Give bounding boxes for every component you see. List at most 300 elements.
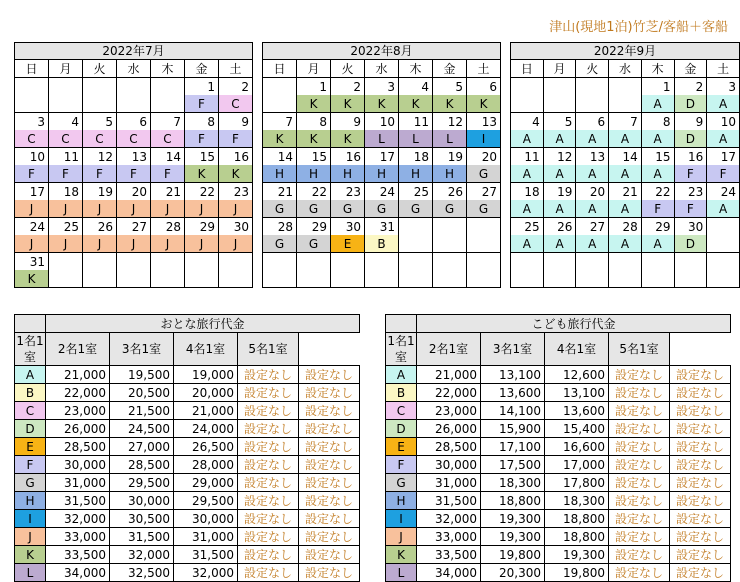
day-number [151,78,185,96]
day-number: 7 [151,113,185,131]
day-number: 20 [117,183,151,201]
day-number: 3 [707,78,740,96]
day-number: 22 [641,183,674,201]
page-title: 津山(現地1泊)竹芝/客船＋客船 [549,20,728,35]
day-number: 13 [117,148,151,166]
price-code-key: G [386,474,417,492]
day-number: 20 [576,183,609,201]
price-code: K [297,130,331,148]
day-number [219,253,253,271]
price-cell: 33,000 [417,528,481,546]
price-code: J [185,200,219,218]
day-number: 4 [399,78,433,96]
price-code-key: H [386,492,417,510]
price-cell: 設定なし [609,402,670,420]
day-number [185,253,219,271]
price-code: L [433,130,467,148]
price-code: K [185,165,219,183]
price-cell: 設定なし [238,384,299,402]
price-code [399,270,433,288]
price-code-key: D [15,420,46,438]
day-number [467,253,501,271]
day-number: 29 [641,218,674,236]
price-code [433,235,467,253]
price-cell: 設定なし [238,438,299,456]
day-number: 24 [707,183,740,201]
day-number [511,78,544,96]
table-row [15,456,360,474]
price-cell: 設定なし [609,366,670,384]
price-cell: 設定なし [299,564,360,582]
day-number: 6 [576,113,609,131]
column-header: 5名1室 [238,333,299,366]
price-code [219,270,253,288]
price-code [83,270,117,288]
table-row [15,510,360,528]
price-cell: 19,300 [481,510,545,528]
day-number [543,78,576,96]
price-cell: 設定なし [299,528,360,546]
day-number: 4 [511,113,544,131]
price-cell: 設定なし [609,546,670,564]
price-code: H [365,165,399,183]
day-number [576,253,609,271]
day-number: 27 [576,218,609,236]
price-cell: 22,000 [46,384,110,402]
price-cell: 31,000 [417,474,481,492]
day-number [15,78,49,96]
price-cell: 設定なし [670,474,731,492]
price-cell: 13,600 [545,402,609,420]
day-number [151,253,185,271]
price-cell: 32,500 [110,564,174,582]
price-cell: 21,000 [46,366,110,384]
price-code: J [49,200,83,218]
day-number: 10 [707,113,740,131]
weekday-header: 月 [49,60,83,78]
price-cell: 18,300 [481,474,545,492]
column-header: 3名1室 [110,333,174,366]
price-code: H [263,165,297,183]
day-number [117,78,151,96]
day-number [49,253,83,271]
day-number: 19 [433,148,467,166]
price-cell: 設定なし [238,474,299,492]
price-cell: 設定なし [670,564,731,582]
price-code: F [219,130,253,148]
price-cell: 設定なし [609,510,670,528]
weekday-header: 水 [117,60,151,78]
table-row [386,564,731,582]
price-cell: 30,500 [110,510,174,528]
price-code: G [365,200,399,218]
price-code: A [641,130,674,148]
price-code: D [674,235,707,253]
weekday-header: 月 [543,60,576,78]
price-code: F [185,95,219,113]
table-row [386,384,731,402]
day-number: 18 [49,183,83,201]
price-code-key: D [386,420,417,438]
corner-cell [15,315,46,333]
price-code: F [641,200,674,218]
price-code: K [331,130,365,148]
day-number: 26 [543,218,576,236]
day-number: 2 [674,78,707,96]
price-code [49,270,83,288]
day-number: 7 [609,113,642,131]
price-code: B [365,235,399,253]
price-cell: 15,900 [481,420,545,438]
price-cell: 17,500 [481,456,545,474]
table-row [15,528,360,546]
weekday-header: 木 [399,60,433,78]
day-number: 31 [365,218,399,236]
price-code-key: F [386,456,417,474]
day-number: 13 [576,148,609,166]
day-number: 17 [365,148,399,166]
day-number: 16 [219,148,253,166]
price-code: J [185,235,219,253]
price-code [467,270,501,288]
day-number: 2 [331,78,365,96]
weekday-header: 金 [674,60,707,78]
price-code: J [151,200,185,218]
table-row [15,564,360,582]
price-cell: 設定なし [670,366,731,384]
price-code: A [609,200,642,218]
price-cell: 32,000 [417,510,481,528]
price-cell: 31,000 [174,528,238,546]
price-code: D [674,130,707,148]
price-cell: 設定なし [238,546,299,564]
day-number [674,253,707,271]
price-code [543,95,576,113]
price-code: J [117,235,151,253]
price-code [117,95,151,113]
day-number: 31 [15,253,49,271]
day-number: 25 [49,218,83,236]
weekday-header: 日 [263,60,297,78]
price-cell: 15,400 [545,420,609,438]
day-number: 14 [263,148,297,166]
table-row [15,366,360,384]
weekday-header: 金 [433,60,467,78]
corner-cell [386,315,417,333]
weekday-header: 木 [641,60,674,78]
table-row [386,546,731,564]
price-code: K [297,95,331,113]
price-code: F [117,165,151,183]
day-number: 9 [674,113,707,131]
price-code: A [511,200,544,218]
price-cell: 19,000 [174,366,238,384]
price-code: F [15,165,49,183]
price-code: A [511,165,544,183]
price-code-key: B [386,384,417,402]
day-number [331,253,365,271]
table-row [15,546,360,564]
day-number: 25 [511,218,544,236]
fee-table-title: おとな旅行代金 [46,315,360,333]
price-code: I [467,130,501,148]
table-row [15,492,360,510]
table-row [386,402,731,420]
day-number: 28 [609,218,642,236]
day-number [399,218,433,236]
price-cell: 設定なし [609,474,670,492]
price-cell: 設定なし [299,384,360,402]
price-code: A [576,200,609,218]
price-code: G [467,165,501,183]
column-header: 1名1室 [16,334,44,364]
price-code: J [83,235,117,253]
price-code: C [219,95,253,113]
price-code: G [331,200,365,218]
month-label: 2022年8月 [263,43,501,60]
price-code-key: K [386,546,417,564]
price-cell: 設定なし [238,456,299,474]
price-cell: 21,000 [417,366,481,384]
price-code-key: J [386,528,417,546]
price-code [151,95,185,113]
day-number [117,253,151,271]
price-code-key: J [15,528,46,546]
price-cell: 設定なし [670,384,731,402]
calendar-august [262,42,501,288]
day-number: 24 [365,183,399,201]
price-cell: 19,300 [545,546,609,564]
price-code [511,95,544,113]
price-cell: 26,000 [46,420,110,438]
price-cell: 28,500 [110,456,174,474]
price-code [609,95,642,113]
price-code-key: L [15,564,46,582]
day-number: 3 [365,78,399,96]
weekday-header: 日 [511,60,544,78]
price-cell: 設定なし [299,438,360,456]
day-number [433,253,467,271]
price-code [263,270,297,288]
day-number: 15 [185,148,219,166]
price-cell: 20,500 [110,384,174,402]
day-number: 24 [15,218,49,236]
price-cell: 13,100 [545,384,609,402]
table-row [386,438,731,456]
price-cell: 20,000 [174,384,238,402]
price-code-key: K [15,546,46,564]
day-number: 16 [674,148,707,166]
table-row [15,402,360,420]
day-number: 30 [331,218,365,236]
price-cell: 21,500 [110,402,174,420]
day-number [641,253,674,271]
day-number: 12 [83,148,117,166]
price-cell: 12,600 [545,366,609,384]
price-code [263,95,297,113]
price-code-key: H [15,492,46,510]
price-cell: 設定なし [670,510,731,528]
price-cell: 設定なし [299,474,360,492]
day-number [707,253,740,271]
weekday-header: 日 [15,60,49,78]
day-number: 14 [151,148,185,166]
weekday-header: 金 [185,60,219,78]
price-cell: 31,500 [110,528,174,546]
price-code-key: B [15,384,46,402]
price-cell: 設定なし [670,438,731,456]
weekday-header: 水 [365,60,399,78]
day-number: 14 [609,148,642,166]
price-code: L [399,130,433,148]
price-code: A [641,165,674,183]
table-row [15,438,360,456]
price-code: H [331,165,365,183]
price-cell: 設定なし [238,402,299,420]
day-number: 18 [399,148,433,166]
price-code [674,270,707,288]
price-code [15,95,49,113]
day-number: 1 [297,78,331,96]
price-cell: 設定なし [299,402,360,420]
day-number: 27 [117,218,151,236]
day-number [609,78,642,96]
day-number: 8 [185,113,219,131]
column-header: 1名1室 [387,334,415,364]
price-cell: 設定なし [670,420,731,438]
day-number [707,218,740,236]
price-code: J [117,200,151,218]
price-cell: 30,000 [110,492,174,510]
day-number: 26 [433,183,467,201]
column-header: 2名1室 [417,333,481,366]
day-number: 20 [467,148,501,166]
price-code-key: L [386,564,417,582]
price-code: A [641,235,674,253]
price-code [117,270,151,288]
price-code: J [151,235,185,253]
price-code: J [15,200,49,218]
column-header: 3名1室 [481,333,545,366]
day-number: 19 [83,183,117,201]
price-code-key: A [15,366,46,384]
day-number: 5 [433,78,467,96]
day-number: 21 [151,183,185,201]
day-number: 29 [185,218,219,236]
day-number [83,253,117,271]
price-code-key: I [15,510,46,528]
price-code: C [151,130,185,148]
price-cell: 17,800 [545,474,609,492]
day-number: 1 [185,78,219,96]
price-cell: 33,500 [46,546,110,564]
day-number: 23 [331,183,365,201]
price-cell: 設定なし [238,510,299,528]
price-cell: 28,500 [46,438,110,456]
price-code: A [609,235,642,253]
table-row [386,528,731,546]
price-code: F [151,165,185,183]
price-cell: 24,000 [174,420,238,438]
price-cell: 30,000 [46,456,110,474]
price-cell: 19,800 [481,546,545,564]
day-number: 9 [331,113,365,131]
price-code: F [674,165,707,183]
price-cell: 設定なし [299,456,360,474]
day-number: 18 [511,183,544,201]
price-cell: 13,100 [481,366,545,384]
price-code: F [83,165,117,183]
price-code: A [609,165,642,183]
day-number: 23 [674,183,707,201]
day-number: 15 [641,148,674,166]
day-number: 26 [83,218,117,236]
day-number: 30 [674,218,707,236]
table-row [15,474,360,492]
price-code [185,270,219,288]
price-code [331,270,365,288]
day-number: 6 [117,113,151,131]
price-cell: 14,100 [481,402,545,420]
day-number: 12 [433,113,467,131]
day-number: 29 [297,218,331,236]
day-number [576,78,609,96]
price-cell: 設定なし [238,528,299,546]
day-number: 11 [49,148,83,166]
price-code: A [576,235,609,253]
price-cell: 設定なし [238,564,299,582]
price-code: G [467,200,501,218]
price-cell: 30,000 [174,510,238,528]
day-number: 4 [49,113,83,131]
price-cell: 29,500 [110,474,174,492]
price-code-key: F [15,456,46,474]
price-code [49,95,83,113]
price-code: K [467,95,501,113]
month-label: 2022年9月 [511,43,740,60]
price-cell: 31,500 [417,492,481,510]
weekday-header: 土 [219,60,253,78]
price-code: G [433,200,467,218]
price-cell: 28,000 [174,456,238,474]
weekday-header: 火 [331,60,365,78]
day-number [49,78,83,96]
price-code: A [641,95,674,113]
price-cell: 設定なし [609,564,670,582]
weekday-header: 火 [576,60,609,78]
price-cell: 33,500 [417,546,481,564]
price-cell: 31,500 [46,492,110,510]
price-code-key: C [386,402,417,420]
price-cell: 16,600 [545,438,609,456]
price-code: A [707,200,740,218]
price-code: J [83,200,117,218]
day-number: 16 [331,148,365,166]
price-code: A [576,130,609,148]
price-cell: 29,500 [174,492,238,510]
price-code: L [365,130,399,148]
price-cell: 設定なし [670,528,731,546]
price-cell: 設定なし [238,366,299,384]
weekday-header: 土 [707,60,740,78]
price-code [707,270,740,288]
day-number [263,253,297,271]
price-code: A [707,130,740,148]
day-number: 19 [543,183,576,201]
price-cell: 設定なし [609,438,670,456]
price-cell: 設定なし [609,492,670,510]
price-cell: 22,000 [417,384,481,402]
